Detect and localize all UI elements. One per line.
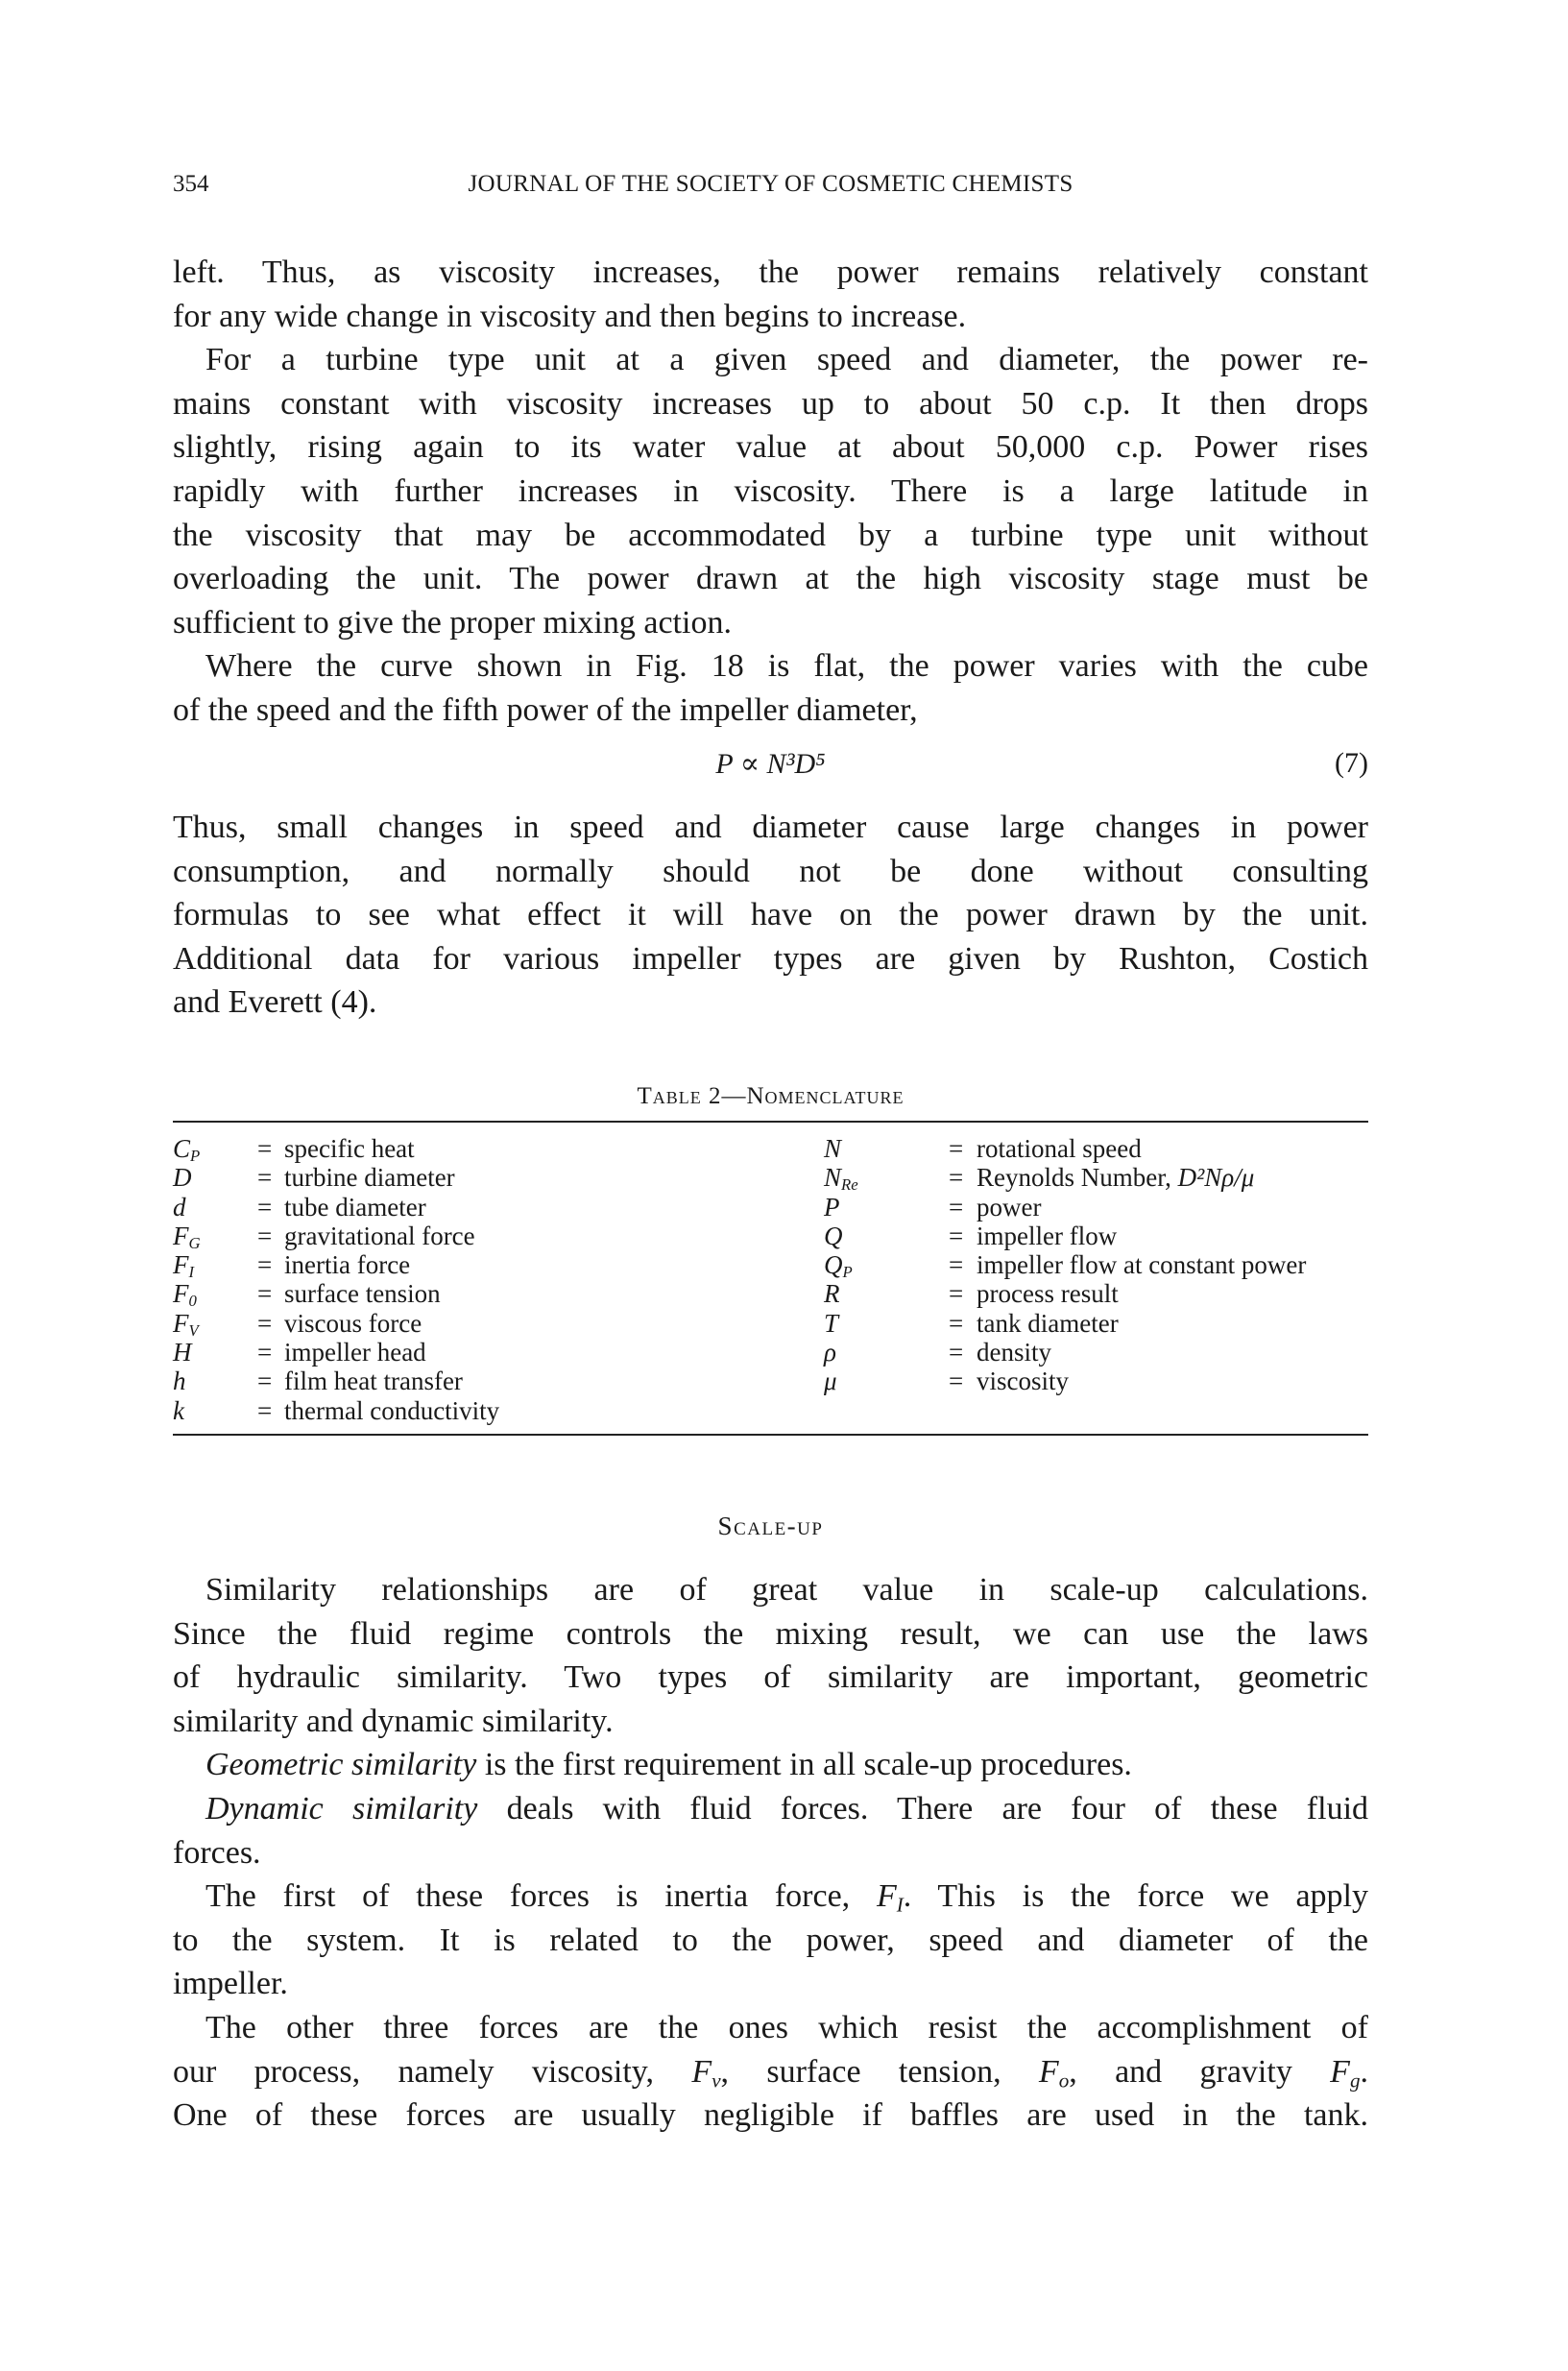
subscript: Re	[841, 1175, 858, 1195]
text-run: μ	[824, 1367, 837, 1396]
text-run: gravitational force	[284, 1221, 475, 1250]
symbol	[173, 1396, 184, 1425]
equals-sign: =	[257, 1163, 273, 1193]
section-heading: Scale-up	[717, 1512, 824, 1540]
text-run: to the system. It is related to the power, speed and diameter of the	[173, 1922, 1368, 1958]
text-run: impeller flow	[977, 1221, 1118, 1250]
equals-sign: =	[949, 1367, 964, 1396]
body-text-block-2	[173, 806, 1368, 1025]
equals-sign: =	[949, 1192, 964, 1222]
symbol	[173, 1221, 201, 1253]
table-top-rule	[173, 1121, 1368, 1123]
symbol	[173, 1193, 186, 1222]
subscript: I	[896, 1893, 904, 1917]
text-run: Thus, small changes in speed and diameter cause large changes in power	[173, 810, 1368, 845]
subscript: g	[1349, 2068, 1361, 2092]
text-run: impeller flow at constant power	[977, 1250, 1307, 1280]
text-run: . This is the force we apply	[903, 1878, 1368, 1915]
equals-sign: =	[949, 1134, 964, 1163]
equals-sign: =	[257, 1221, 273, 1250]
text-run: and Everett (4).	[173, 984, 377, 1021]
symbol	[173, 1250, 195, 1282]
definition	[977, 1279, 1119, 1308]
definition	[284, 1250, 410, 1279]
equals-sign: =	[257, 1338, 273, 1367]
text-line	[173, 1919, 1368, 1963]
subscript: o	[1058, 2068, 1070, 2092]
text-run: .	[1360, 2053, 1368, 2090]
equation-number: (7)	[1335, 747, 1368, 779]
symbol	[824, 1250, 853, 1282]
text-run: impeller head	[284, 1338, 426, 1367]
equals-sign: =	[257, 1250, 273, 1280]
text-run: Additional data for various impeller types are given by Rushton, Costich	[173, 940, 1368, 977]
text-run: sufficient to give the proper mixing action.	[173, 604, 732, 641]
equals-sign: =	[257, 1279, 273, 1309]
text-run: ρ	[824, 1338, 836, 1367]
text-run: of hydraulic similarity. Two types of similarity are important, geometric	[173, 1659, 1368, 1696]
table-bottom-rule	[173, 1434, 1368, 1436]
text-line	[173, 1612, 1368, 1657]
definition	[284, 1279, 441, 1308]
symbol	[824, 1338, 836, 1367]
equals-sign: =	[949, 1308, 964, 1338]
subscript: V	[188, 1320, 199, 1340]
text-run: The other three forces are the ones which resist the accomplishment of	[205, 2009, 1368, 2045]
text-run: deals with fluid forces. There are four of these fluid	[477, 1790, 1369, 1827]
text-run: of the speed and the fifth power of the impeller diameter,	[173, 691, 918, 728]
text-line	[173, 2006, 1368, 2050]
equals-sign: =	[949, 1163, 964, 1193]
italic-text: F	[691, 2053, 712, 2090]
symbol	[173, 1367, 186, 1395]
text-line	[173, 425, 1368, 470]
text-run: for any wide change in viscosity and then begins to increase.	[173, 298, 967, 334]
equals-sign: =	[257, 1308, 273, 1338]
body-text-block-1	[173, 251, 1368, 733]
text-line	[173, 382, 1368, 426]
text-run: For a turbine type unit at a given speed and diameter, the power re-	[205, 342, 1368, 378]
symbol	[173, 1309, 199, 1338]
symbol	[824, 1367, 837, 1395]
text-run: F	[173, 1250, 189, 1280]
text-line	[173, 1787, 1368, 1831]
symbol	[824, 1279, 840, 1308]
text-line	[173, 338, 1368, 382]
text-run: mains constant with viscosity increases up to about 50 c.p. It then drops	[173, 385, 1368, 422]
text-run: Similarity relationships are of great value in scale-up calculations.	[205, 1572, 1368, 1608]
text-run: h	[173, 1367, 186, 1396]
text-run: left. Thus, as viscosity increases, the power remains relatively constant	[173, 254, 1368, 290]
text-run: impeller.	[173, 1966, 288, 2002]
symbol	[824, 1193, 840, 1222]
equals-sign: =	[257, 1367, 273, 1396]
text-run: k	[173, 1395, 184, 1425]
italic-text: F	[1330, 2053, 1350, 2090]
equals-sign: =	[257, 1134, 273, 1163]
text-run: similarity and dynamic similarity.	[173, 1703, 614, 1739]
text-run: tube diameter	[284, 1192, 426, 1222]
symbol	[173, 1163, 192, 1192]
text-line	[173, 1743, 1368, 1787]
text-run: density	[977, 1338, 1051, 1367]
text-run: our process, namely viscosity,	[173, 2053, 692, 2090]
text-run: Since the fluid regime controls the mixing result, we can use the laws	[173, 1615, 1368, 1652]
text-run: F	[173, 1308, 189, 1338]
text-line	[173, 470, 1368, 514]
text-run: film heat transfer	[284, 1367, 463, 1396]
text-run: R	[824, 1279, 840, 1309]
definition	[284, 1163, 455, 1192]
text-line	[173, 1656, 1368, 1700]
italic-text: F	[876, 1878, 897, 1915]
definition	[284, 1338, 426, 1367]
text-line	[173, 1568, 1368, 1612]
running-header	[173, 171, 1368, 209]
equation-formula: P ∝ N³D⁵	[715, 748, 826, 780]
text-run: consumption, and normally should not be done without consulting	[173, 853, 1368, 889]
definition	[977, 1309, 1119, 1338]
text-line	[173, 937, 1368, 981]
definition	[977, 1163, 1254, 1192]
text-line	[173, 251, 1368, 295]
text-line	[173, 1700, 1368, 1744]
text-run: Reynolds Number,	[977, 1163, 1178, 1193]
definition	[977, 1193, 1041, 1222]
definition	[284, 1309, 422, 1338]
text-line	[173, 850, 1368, 894]
text-run: rapidly with further increases in viscosity. There is a large latitude in	[173, 472, 1368, 509]
text-run: slightly, rising again to its water value at about 50,000 c.p. Power rises	[173, 429, 1368, 466]
text-run: N	[824, 1134, 842, 1163]
equation-7	[173, 747, 1368, 789]
symbol	[173, 1279, 197, 1311]
text-run: process result	[977, 1279, 1119, 1309]
italic-text: D²Nρ/μ	[1177, 1163, 1255, 1193]
subscript: I	[188, 1263, 195, 1282]
text-run: F	[173, 1221, 189, 1250]
text-run: D	[173, 1163, 192, 1193]
text-line	[173, 980, 1368, 1025]
symbol	[824, 1163, 858, 1195]
subscript: P	[842, 1263, 853, 1282]
body-text-block-3	[173, 1568, 1368, 2138]
text-run: turbine diameter	[284, 1163, 455, 1193]
italic-text: F	[1038, 2053, 1059, 2090]
text-run: F	[173, 1279, 189, 1309]
text-run: Q	[824, 1250, 843, 1280]
definition	[977, 1250, 1306, 1279]
text-line	[173, 893, 1368, 937]
text-line	[173, 601, 1368, 645]
definition	[284, 1134, 415, 1163]
text-run: viscous force	[284, 1308, 422, 1338]
definition	[977, 1222, 1117, 1250]
page-number: 354	[173, 171, 209, 197]
text-run: N	[824, 1163, 842, 1193]
text-run: H	[173, 1338, 192, 1367]
table-title: Table 2—Nomenclature	[637, 1083, 905, 1109]
equals-sign: =	[949, 1221, 964, 1250]
definition	[977, 1338, 1051, 1367]
italic-text: Dynamic similarity	[205, 1790, 478, 1827]
definition	[284, 1396, 499, 1425]
text-run: The first of these forces is inertia force,	[205, 1878, 877, 1915]
symbol	[824, 1134, 841, 1163]
definition	[284, 1367, 463, 1395]
text-run: the viscosity that may be accommodated by a turbine type unit without	[173, 517, 1368, 553]
text-run: specific heat	[284, 1134, 415, 1163]
equals-sign: =	[257, 1192, 273, 1222]
text-run: P	[824, 1192, 840, 1222]
symbol	[824, 1222, 843, 1250]
definition	[284, 1193, 426, 1222]
text-run: d	[173, 1192, 186, 1222]
text-run: formulas to see what effect it will have on the power drawn by the unit.	[173, 897, 1368, 933]
subscript: G	[188, 1234, 201, 1253]
symbol	[173, 1338, 192, 1367]
text-line	[173, 2050, 1368, 2094]
text-line	[173, 644, 1368, 689]
text-run: Where the curve shown in Fig. 18 is flat, the power varies with the cube	[205, 648, 1368, 685]
italic-text: Geometric similarity	[205, 1747, 477, 1783]
text-line	[173, 1875, 1368, 1919]
subscript: P	[190, 1147, 201, 1166]
text-run: C	[173, 1134, 191, 1163]
text-run: , surface tension,	[720, 2053, 1039, 2090]
text-run: forces.	[173, 1834, 261, 1871]
text-line	[173, 1962, 1368, 2006]
text-line	[173, 514, 1368, 558]
text-line	[173, 2093, 1368, 2138]
text-run: rotational speed	[977, 1134, 1142, 1163]
text-run: thermal conductivity	[284, 1395, 500, 1425]
text-run: surface tension	[284, 1279, 441, 1309]
text-run: overloading the unit. The power drawn at the high viscosity stage must be	[173, 561, 1368, 597]
text-line	[173, 689, 1368, 733]
text-line	[173, 1831, 1368, 1875]
equals-sign: =	[257, 1395, 273, 1425]
definition	[977, 1134, 1142, 1163]
definition	[284, 1222, 475, 1250]
text-run: Q	[824, 1221, 843, 1250]
journal-title: JOURNAL OF THE SOCIETY OF COSMETIC CHEMISTS	[468, 171, 1073, 197]
text-run: inertia force	[284, 1250, 411, 1280]
text-line	[173, 806, 1368, 850]
subscript: 0	[188, 1292, 197, 1311]
text-run: viscosity	[977, 1367, 1070, 1396]
text-run: One of these forces are usually negligible if baffles are used in the tank.	[173, 2097, 1368, 2134]
text-run: power	[977, 1192, 1042, 1222]
text-line	[173, 295, 1368, 339]
equals-sign: =	[949, 1279, 964, 1309]
symbol	[824, 1309, 838, 1338]
text-run: tank diameter	[977, 1308, 1119, 1338]
text-run: is the first requirement in all scale-up procedures.	[476, 1747, 1132, 1783]
definition	[977, 1367, 1069, 1395]
text-run: , and gravity	[1069, 2053, 1331, 2090]
text-run: T	[824, 1308, 839, 1338]
text-line	[173, 557, 1368, 601]
subscript: v	[712, 2068, 721, 2092]
symbol	[173, 1134, 201, 1166]
equals-sign: =	[949, 1338, 964, 1367]
equals-sign: =	[949, 1250, 964, 1280]
